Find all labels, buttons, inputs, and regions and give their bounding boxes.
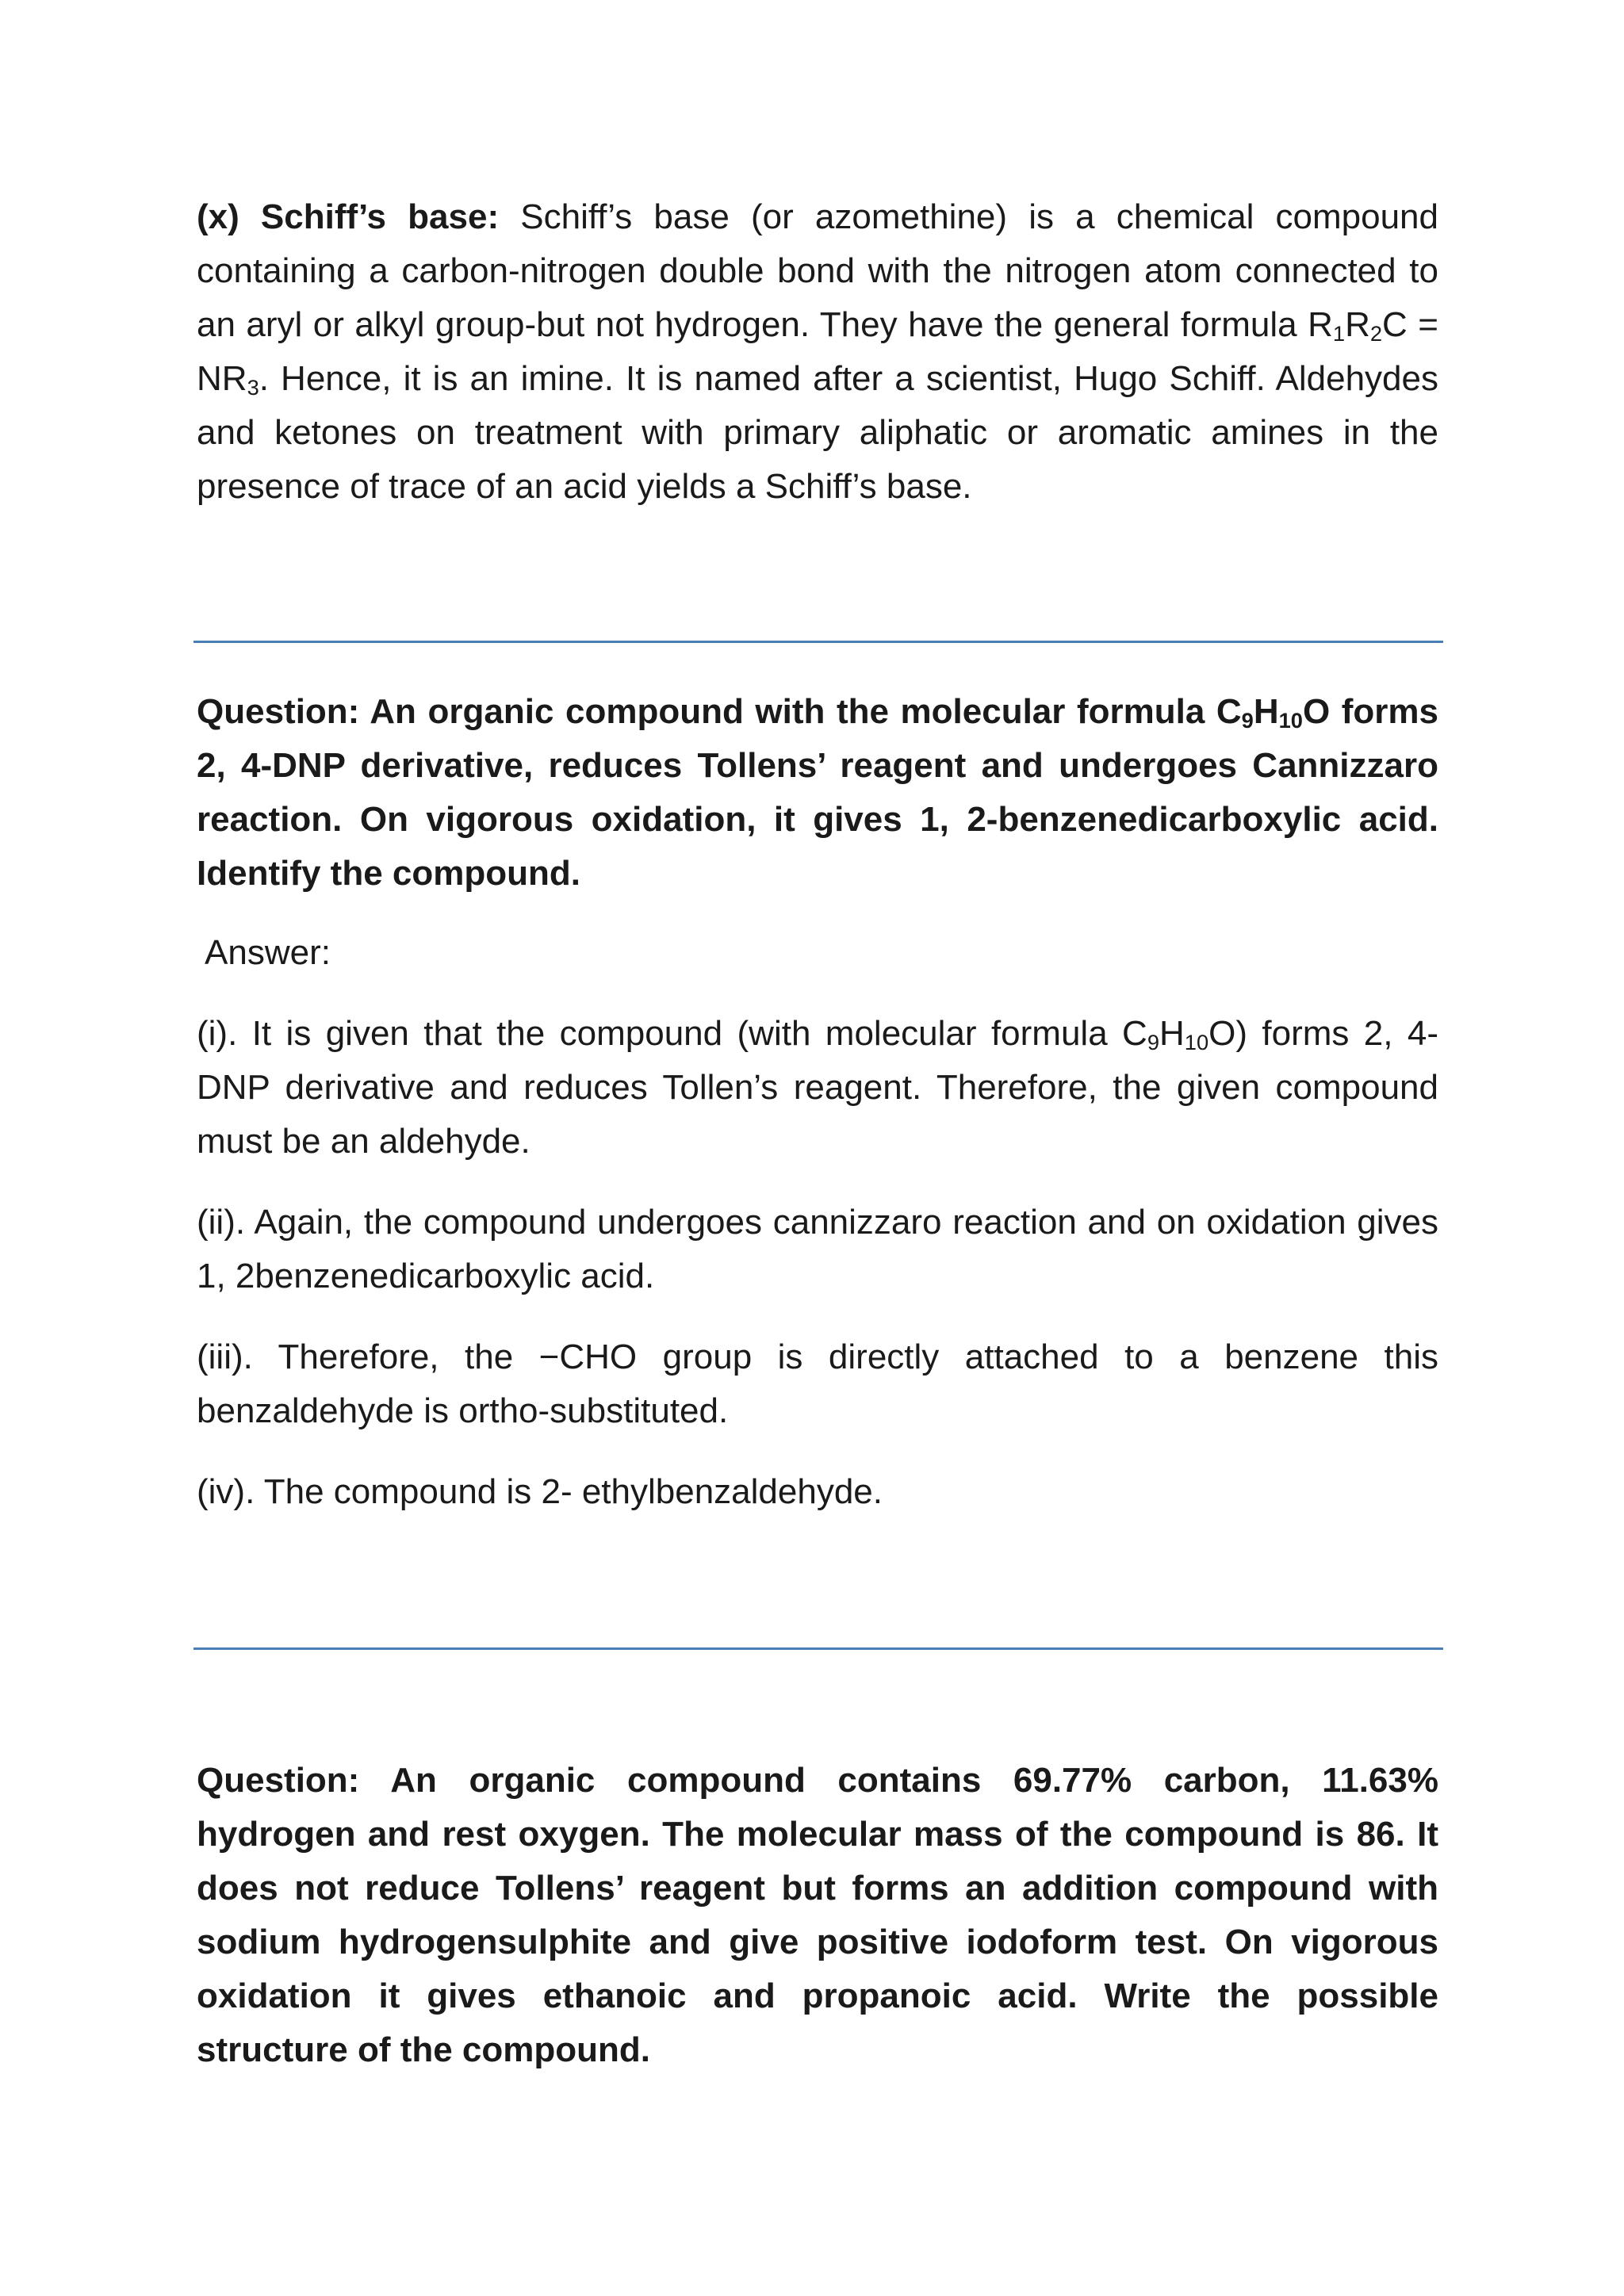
answer-step-1-b: H	[1159, 1014, 1185, 1053]
question-1-text	[197, 685, 1438, 901]
question-1-text-a: Question: An organic compound with the molecular formula C	[197, 692, 1242, 731]
schiff-text-b: R	[1345, 305, 1370, 344]
schiff-text-d: . Hence, it is an imine. It is named after a scientist, Hugo Schiff. Aldehydes and ketones on treatment with primary aliphatic or aromatic amines in the presence of trace of an acid yields a Schiff’s base.	[197, 359, 1438, 506]
section-divider-1	[193, 641, 1443, 643]
schiff-base-paragraph	[197, 190, 1438, 514]
answer-step-2: (ii). Again, the compound undergoes cannizzaro reaction and on oxidation gives 1, 2benzenedicarboxylic acid.	[197, 1203, 1438, 1295]
answer-step-1-sub-10: 10	[1184, 1030, 1209, 1054]
answer-step-4: (iv). The compound is 2- ethylbenzaldehyde.	[197, 1472, 883, 1511]
answer-step-3: (iii). Therefore, the −CHO group is directly attached to a benzene this benzaldehyde is ortho-substituted.	[197, 1337, 1438, 1430]
schiff-base-section	[197, 190, 1438, 514]
answer-step-1-a: (i). It is given that the compound (with molecular formula C	[197, 1014, 1147, 1053]
question-1-sub-10: 10	[1278, 708, 1303, 733]
answer-step-1	[197, 1007, 1438, 1169]
answer-step-1-sub-9: 9	[1147, 1030, 1160, 1054]
question-2-block	[197, 1754, 1438, 2077]
formula-sub-2: 2	[1369, 321, 1383, 346]
question-1-text-b: H	[1253, 692, 1279, 731]
answer-step-1-c: O) forms 2, 4-DNP derivative and reduces Tollen’s reagent. Therefore, the given compound must be an aldehyde.	[197, 1014, 1439, 1161]
schiff-text-c: C = NR	[197, 305, 1438, 398]
question-1-text-c: O forms 2, 4-DNP derivative, reduces Tollens’ reagent and undergoes Cannizzaro reaction. On vigorous oxidation, it gives 1, 2-benzenedicarboxylic acid. Identify the compound.	[197, 692, 1438, 893]
formula-sub-1: 1	[1332, 321, 1346, 346]
schiff-base-heading: (x) Schiff’s base:	[197, 197, 500, 236]
question-2-text: Question: An organic compound contains 69.77% carbon, 11.63% hydrogen and rest oxygen. The molecular mass of the compound is 86. It does not reduce Tollens’ reagent but forms an addition compound with sodium hydrogensulphite and give positive iodoform test. On vigorous oxidation it gives ethanoic and propanoic acid. Write the possible structure of the compound.	[197, 1761, 1438, 2069]
formula-sub-3: 3	[247, 375, 259, 400]
question-1-block	[197, 685, 1438, 1519]
section-divider-2	[193, 1647, 1443, 1650]
question-1-sub-9: 9	[1241, 708, 1254, 733]
answer-label: Answer:	[205, 933, 331, 972]
schiff-text-a: Schiff’s base (or azomethine) is a chemical compound containing a carbon-nitrogen double bond with the nitrogen atom connected to an aryl or alkyl group-but not hydrogen. They have the general formula R	[197, 197, 1438, 344]
